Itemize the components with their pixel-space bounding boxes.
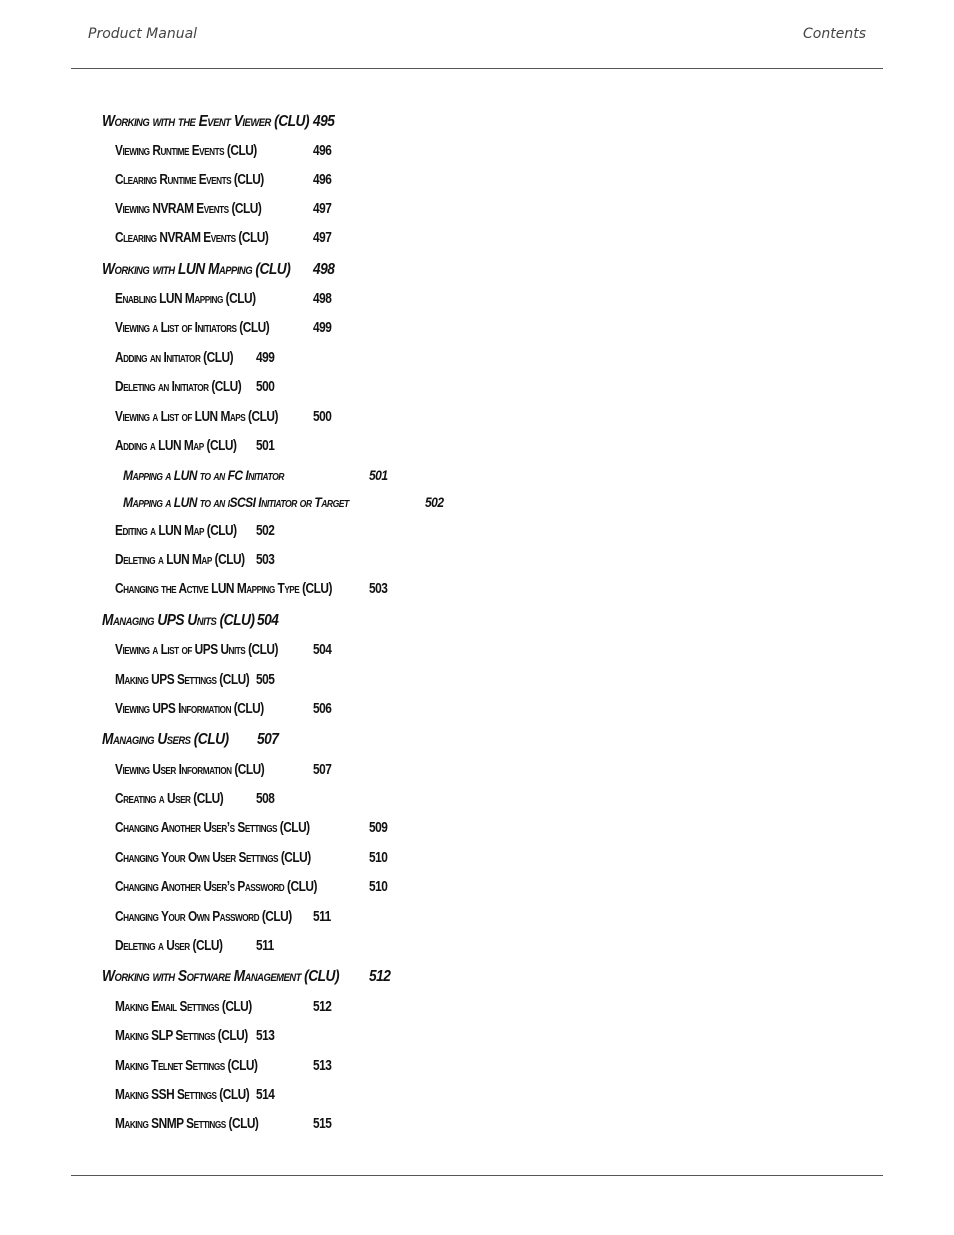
toc-entry[interactable] — [115, 850, 388, 866]
toc-entry-page-number: 515 — [312, 1116, 332, 1132]
toc-entry-title: Deleting a User (CLU) — [115, 938, 223, 954]
toc-entry-title: Making Email Settings (CLU) — [115, 999, 252, 1015]
toc-entry-title: Mapping a LUN to an FC Initiator — [123, 467, 284, 483]
toc-entry[interactable] — [102, 612, 279, 630]
toc-entry[interactable] — [102, 261, 335, 279]
toc-entry[interactable] — [115, 350, 275, 366]
toc-entry-title: Managing Users (CLU) — [102, 731, 229, 748]
toc-entry[interactable] — [115, 879, 388, 895]
toc-entry-page-number: 502 — [255, 523, 275, 539]
toc-entry-page-number: 503 — [255, 552, 275, 568]
toc-entry-page-number: 504 — [256, 612, 279, 629]
toc-entry-page-number: 500 — [312, 409, 332, 425]
toc-entry-title: Deleting a LUN Map (CLU) — [115, 552, 245, 568]
toc-entry-title: Working with LUN Mapping (CLU) — [102, 261, 291, 278]
toc-entry-page-number: 500 — [255, 379, 275, 395]
toc-entry[interactable] — [115, 201, 332, 217]
toc-entry-page-number: 499 — [312, 320, 332, 336]
toc-entry[interactable] — [115, 1087, 275, 1103]
toc-entry-title: Clearing NVRAM Events (CLU) — [115, 230, 269, 246]
toc-entry-page-number: 496 — [312, 143, 332, 159]
toc-entry-page-number: 506 — [312, 701, 332, 717]
toc-entry-title: Managing UPS Units (CLU) — [102, 612, 255, 629]
toc-entry-title: Adding a LUN Map (CLU) — [115, 438, 237, 454]
toc-entry-page-number: 498 — [312, 261, 335, 278]
toc-entry[interactable] — [115, 999, 332, 1015]
toc-entry[interactable] — [115, 523, 275, 539]
toc-entry-title: Viewing NVRAM Events (CLU) — [115, 201, 262, 217]
toc-entry[interactable] — [115, 762, 332, 778]
toc-entry-page-number: 497 — [312, 201, 332, 217]
toc-entry-page-number: 501 — [255, 438, 275, 454]
toc-entry[interactable] — [115, 438, 275, 454]
header-document-title: Product Manual — [88, 26, 198, 42]
toc-entry-title: Changing the Active LUN Mapping Type (CLU) — [115, 581, 332, 597]
toc-entry[interactable] — [115, 379, 275, 395]
header-section-title: Contents — [803, 26, 866, 42]
toc-entry[interactable] — [115, 791, 275, 807]
toc-entry-page-number: 512 — [368, 968, 391, 985]
toc-entry-title: Viewing a List of Initiators (CLU) — [115, 320, 270, 336]
toc-entry-page-number: 511 — [255, 938, 274, 954]
toc-entry-page-number: 504 — [312, 642, 332, 658]
toc-entry-page-number: 496 — [312, 172, 332, 188]
toc-entry[interactable] — [115, 938, 274, 954]
toc-entry-title: Viewing UPS Information (CLU) — [115, 701, 264, 717]
toc-entry[interactable] — [115, 552, 275, 568]
toc-entry-title: Viewing Runtime Events (CLU) — [115, 143, 257, 159]
toc-entry-title: Creating a User (CLU) — [115, 791, 224, 807]
toc-entry-page-number: 510 — [368, 879, 388, 895]
toc-entry-title: Making Telnet Settings (CLU) — [115, 1058, 258, 1074]
toc-entry-title: Viewing a List of LUN Maps (CLU) — [115, 409, 278, 425]
toc-entry[interactable] — [123, 467, 388, 483]
toc-entry[interactable] — [115, 1116, 332, 1132]
toc-entry[interactable] — [115, 642, 332, 658]
toc-entry-page-number: 501 — [368, 467, 388, 483]
toc-entry[interactable] — [115, 143, 332, 159]
toc-entry[interactable] — [115, 672, 275, 688]
toc-entry[interactable] — [102, 113, 335, 131]
toc-entry[interactable] — [115, 320, 332, 336]
toc-entry-page-number: 511 — [312, 909, 331, 925]
toc-entry-page-number: 508 — [255, 791, 275, 807]
toc-entry-page-number: 497 — [312, 230, 332, 246]
toc-entry[interactable] — [115, 909, 331, 925]
toc-entry-title: Deleting an Initiator (CLU) — [115, 379, 242, 395]
toc-entry-title: Changing Your Own User Settings (CLU) — [115, 850, 311, 866]
toc-entry-title: Making UPS Settings (CLU) — [115, 672, 250, 688]
toc-entry-title: Adding an Initiator (CLU) — [115, 350, 234, 366]
toc-entry-page-number: 514 — [255, 1087, 275, 1103]
toc-entry-page-number: 513 — [312, 1058, 332, 1074]
toc-entry[interactable] — [115, 581, 388, 597]
toc-entry-title: Changing Another User’s Password (CLU) — [115, 879, 317, 895]
toc-entry[interactable] — [115, 409, 332, 425]
toc-entry-page-number: 513 — [255, 1028, 275, 1044]
toc-entry[interactable] — [102, 968, 391, 986]
toc-entry-title: Working with Software Management (CLU) — [102, 968, 340, 985]
toc-entry-page-number: 505 — [255, 672, 275, 688]
toc-entry-title: Working with the Event Viewer (CLU) — [102, 113, 310, 130]
toc-entry-title: Making SSH Settings (CLU) — [115, 1087, 250, 1103]
toc-entry-page-number: 509 — [368, 820, 388, 836]
toc-entry[interactable] — [123, 494, 444, 510]
toc-entry-page-number: 512 — [312, 999, 332, 1015]
toc-entry-title: Viewing a List of UPS Units (CLU) — [115, 642, 278, 658]
toc-entry[interactable] — [115, 701, 332, 717]
toc-entry-title: Editing a LUN Map (CLU) — [115, 523, 237, 539]
toc-entry-title: Making SLP Settings (CLU) — [115, 1028, 248, 1044]
toc-entry[interactable] — [115, 1028, 275, 1044]
toc-entry-page-number: 503 — [368, 581, 388, 597]
toc-entry-title: Making SNMP Settings (CLU) — [115, 1116, 259, 1132]
toc-entry[interactable] — [115, 291, 332, 307]
toc-entry-title: Clearing Runtime Events (CLU) — [115, 172, 264, 188]
toc-entry-title: Changing Another User’s Settings (CLU) — [115, 820, 310, 836]
toc-entry-title: Enabling LUN Mapping (CLU) — [115, 291, 256, 307]
toc-entry-page-number: 499 — [255, 350, 275, 366]
toc-entry[interactable] — [115, 820, 388, 836]
toc-entry-page-number: 502 — [424, 494, 444, 510]
toc-entry[interactable] — [115, 172, 332, 188]
toc-entry-page-number: 507 — [256, 731, 279, 748]
toc-entry-title: Changing Your Own Password (CLU) — [115, 909, 292, 925]
toc-entry-title: Viewing User Information (CLU) — [115, 762, 265, 778]
toc-entry-title: Mapping a LUN to an iSCSI Initiator or Target — [123, 494, 349, 510]
toc-entry[interactable] — [115, 1058, 332, 1074]
toc-entry[interactable] — [102, 731, 279, 749]
toc-entry-page-number: 510 — [368, 850, 388, 866]
toc-entry-page-number: 507 — [312, 762, 332, 778]
toc-entry-page-number: 495 — [312, 113, 335, 130]
toc-entry-page-number: 498 — [312, 291, 332, 307]
toc-entry[interactable] — [115, 230, 332, 246]
footer-rule — [71, 1175, 883, 1176]
